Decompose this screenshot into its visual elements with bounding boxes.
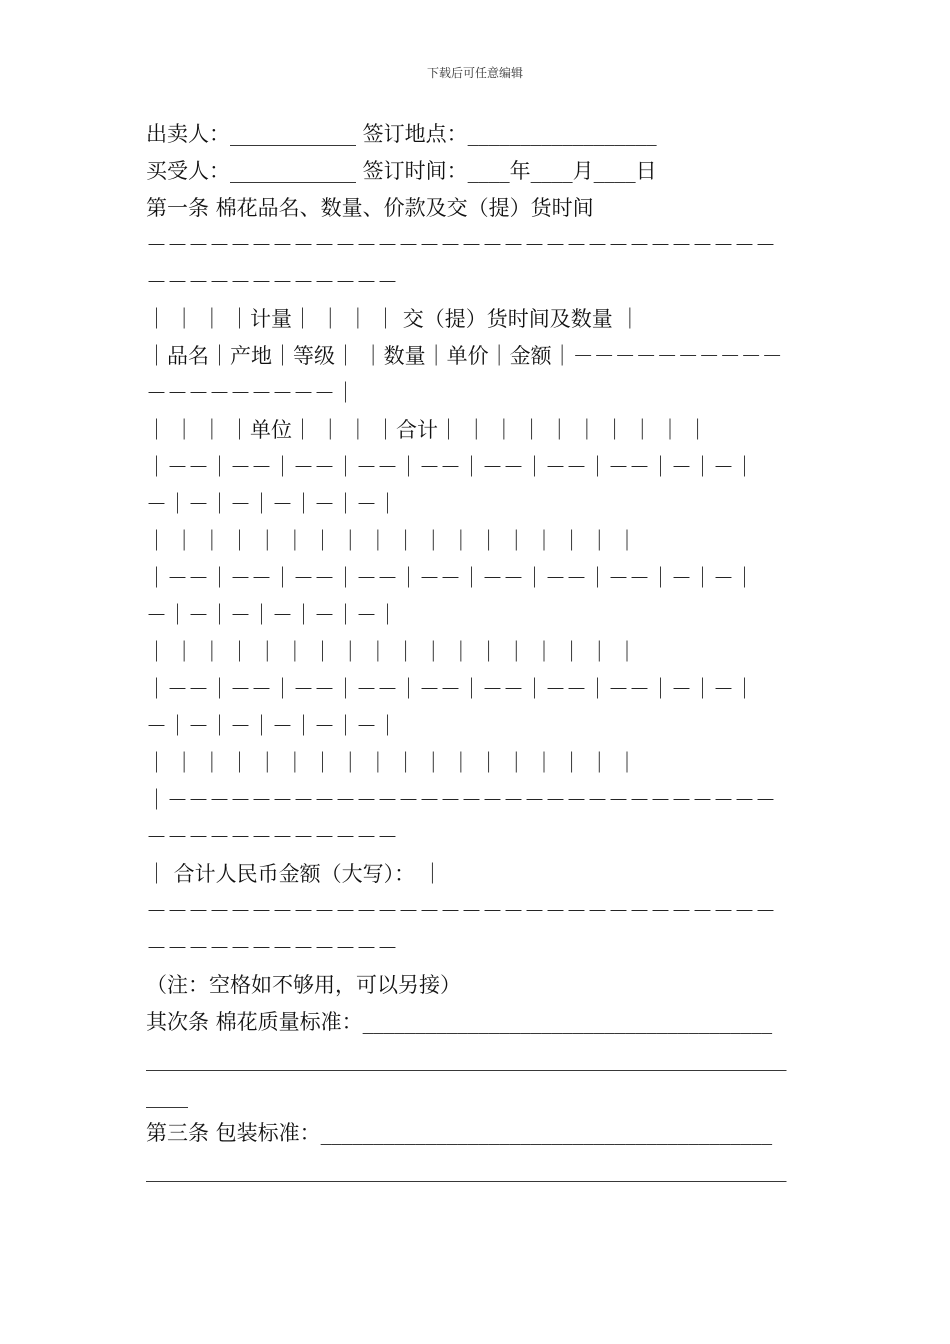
article-2-line: 其次条 棉花质量标准：_______________________________________ [146,1010,773,1034]
table-header-row: ｜ ｜ ｜ ｜计量｜ ｜ ｜ ｜ 交（提）货时间及数量 ｜ [146,307,641,331]
header-note: 下载后可任意编辑 [426,66,523,80]
table-separator-row: ｜－－｜－－｜－－｜－－｜－－｜－－｜－－｜－－｜－｜－｜ [146,455,755,479]
table-separator-row: ｜－－｜－－｜－－｜－－｜－－｜－－｜－－｜－－｜－｜－｜ [146,566,755,590]
table-empty-row: ｜ ｜ ｜ ｜ ｜ ｜ ｜ ｜ ｜ ｜ ｜ ｜ ｜ ｜ ｜ ｜ ｜ ｜ [146,529,638,553]
table-empty-row: ｜ ｜ ｜ ｜ ｜ ｜ ｜ ｜ ｜ ｜ ｜ ｜ ｜ ｜ ｜ ｜ ｜ ｜ [146,640,638,664]
article-3-line: 第三条 包装标准：___________________________________________ [146,1121,773,1145]
table-border-line: －－－－－－－－－－－－－－－－－－－－－－－－－－－－－－ [146,233,776,257]
table-separator-row: －｜－｜－｜－｜－｜－｜ [146,492,398,516]
blank-line: _____________________________________________________________ [146,1158,787,1182]
table-border-line: －－－－－－－－－－－－ [146,270,398,294]
table-border-line: －－－－－－－－－－－－－－－－－－－－－－－－－－－－－－ [146,899,776,923]
contract-body [146,116,808,1189]
note-line: （注：空格如不够用，可以另接） [146,973,461,997]
seller-line: 出卖人：____________ 签订地点：__________________ [146,122,657,146]
total-amount-row: ｜ 合计人民币金额（大写）： ｜ [146,862,443,886]
table-separator-row: －｜－｜－｜－｜－｜－｜ [146,714,398,738]
table-empty-row: ｜ ｜ ｜ ｜ ｜ ｜ ｜ ｜ ｜ ｜ ｜ ｜ ｜ ｜ ｜ ｜ ｜ ｜ [146,751,638,775]
table-separator-row: ｜－－｜－－｜－－｜－－｜－－｜－－｜－－｜－－｜－｜－｜ [146,677,755,701]
buyer-line: 买受人：____________ 签订时间：____年____月____日 [146,159,657,183]
table-border-line: －－－－－－－－－－－－ [146,936,398,960]
blank-line: ____ [146,1084,188,1108]
table-header-row: ｜品名｜产地｜等级｜ ｜数量｜单价｜金额｜－－－－－－－－－－ [146,344,783,368]
table-border-line: ｜－－－－－－－－－－－－－－－－－－－－－－－－－－－－－ [146,788,776,812]
table-header-row: ｜ ｜ ｜ ｜单位｜ ｜ ｜ ｜合计｜ ｜ ｜ ｜ ｜ ｜ ｜ ｜ ｜ ｜ [146,418,709,442]
table-border-line: －－－－－－－－－－－－ [146,825,398,849]
blank-line: _____________________________________________________________ [146,1047,787,1071]
table-header-row: －－－－－－－－－｜ [146,381,356,405]
article-1-title: 第一条 棉花品名、数量、价款及交（提）货时间 [146,196,594,220]
table-separator-row: －｜－｜－｜－｜－｜－｜ [146,603,398,627]
